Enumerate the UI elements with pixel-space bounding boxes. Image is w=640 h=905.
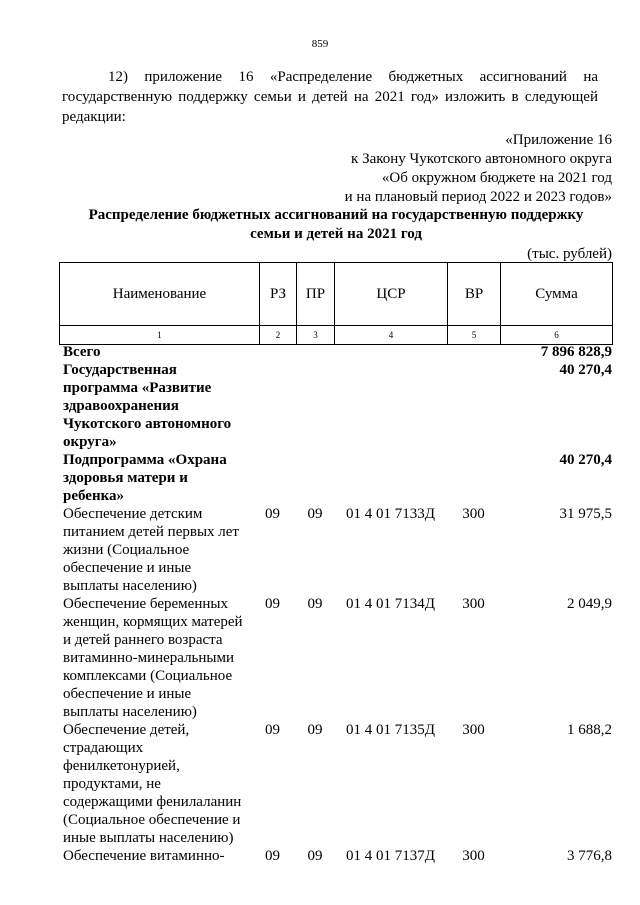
- column-number: 3: [297, 326, 335, 345]
- table-header: [59, 262, 613, 345]
- column-number: 5: [448, 326, 501, 345]
- header-name: Наименование: [60, 263, 260, 326]
- row-sum: 31 975,5: [559, 506, 612, 522]
- header-rz: РЗ: [260, 263, 297, 326]
- row-sum: 3 776,8: [567, 848, 612, 864]
- row-pr: 09: [307, 722, 323, 738]
- header-vr: ВР: [448, 263, 501, 326]
- row-sum: 2 049,9: [567, 596, 612, 612]
- row-rz: 09: [265, 722, 280, 738]
- row-vr: 300: [462, 848, 485, 864]
- units-label: (тыс. рублей): [527, 246, 612, 262]
- table-row: [59, 721, 612, 847]
- row-vr: 300: [462, 596, 485, 612]
- header-row: [60, 263, 613, 326]
- table-row: [59, 847, 612, 865]
- row-pr: [296, 361, 334, 451]
- row-sum: 7 896 828,9: [540, 344, 612, 360]
- column-number-row: [60, 326, 613, 345]
- row-pr: [296, 343, 334, 361]
- row-name: Обеспечение детей, страдающих фенилкетонурией, продуктами, не содержащими фенилаланин (Социальное обеспечение и иные выплаты населению): [63, 722, 242, 846]
- appendix-line: к Закону Чукотского автономного округа: [351, 151, 612, 167]
- row-name: Всего: [63, 344, 101, 360]
- row-name: Государственная программа «Развитие здравоохранения Чукотского автономного округа»: [63, 362, 232, 450]
- row-vr: [447, 361, 500, 451]
- title-line: семьи и детей на 2021 год: [250, 226, 422, 242]
- row-vr: [447, 451, 500, 505]
- row-sum: 40 270,4: [559, 452, 612, 468]
- row-vr: 300: [462, 722, 485, 738]
- header-sum: Сумма: [501, 263, 613, 326]
- row-pr: 09: [307, 848, 323, 864]
- page-number: 859: [311, 38, 329, 50]
- row-pr: 09: [307, 596, 323, 612]
- header-pr: ПР: [297, 263, 335, 326]
- row-name: Обеспечение беременных женщин, кормящих матерей и детей раннего возраста витаминно-минеральными комплексами (Социальное обеспечение и иные выплаты населению): [63, 596, 243, 720]
- header-csr: ЦСР: [335, 263, 448, 326]
- column-number: 1: [60, 326, 260, 345]
- table-row: [59, 595, 612, 721]
- row-rz: 09: [265, 596, 280, 612]
- row-name: Подпрограмма «Охрана здоровья матери и ребенка»: [63, 452, 227, 504]
- row-vr: [447, 343, 500, 361]
- row-csr: 01 4 01 7137Д: [346, 848, 435, 864]
- intro-paragraph: 12) приложение 16 «Распределение бюджетных ассигнований на государственную поддержку семьи и детей на 2021 год» изложить в следующей редакции:: [62, 69, 598, 125]
- appendix-line: «Приложение 16: [505, 132, 612, 148]
- document-title: [60, 206, 612, 244]
- table-row: [59, 505, 612, 595]
- row-rz: 09: [265, 506, 280, 522]
- row-csr: [334, 343, 447, 361]
- appendix-line: и на плановый период 2022 и 2023 годов»: [344, 189, 612, 205]
- column-number: 6: [501, 326, 613, 345]
- row-name: Обеспечение детским питанием детей первых лет жизни (Социальное обеспечение и иные выплаты населению): [63, 506, 239, 594]
- column-number: 4: [335, 326, 448, 345]
- row-rz: [249, 361, 296, 451]
- row-pr: [296, 451, 334, 505]
- row-pr: 09: [307, 506, 323, 522]
- budget-table: [59, 343, 612, 865]
- column-number: 2: [260, 326, 297, 345]
- appendix-reference: [345, 131, 612, 207]
- row-rz: 09: [265, 848, 280, 864]
- table-row: [59, 361, 612, 451]
- row-rz: [249, 343, 296, 361]
- row-name: Обеспечение витаминно-: [63, 848, 225, 864]
- row-sum: 40 270,4: [559, 362, 612, 378]
- row-vr: 300: [462, 506, 485, 522]
- appendix-line: «Об окружном бюджете на 2021 год: [381, 170, 612, 186]
- row-csr: 01 4 01 7134Д: [346, 596, 435, 612]
- title-line: Распределение бюджетных ассигнований на государственную поддержку: [88, 207, 584, 223]
- table-row: [59, 343, 612, 361]
- row-csr: 01 4 01 7135Д: [346, 722, 435, 738]
- table-row: [59, 451, 612, 505]
- row-csr: [334, 361, 447, 451]
- row-sum: 1 688,2: [567, 722, 612, 738]
- row-csr: [334, 451, 447, 505]
- row-csr: 01 4 01 7133Д: [346, 506, 435, 522]
- row-rz: [249, 451, 296, 505]
